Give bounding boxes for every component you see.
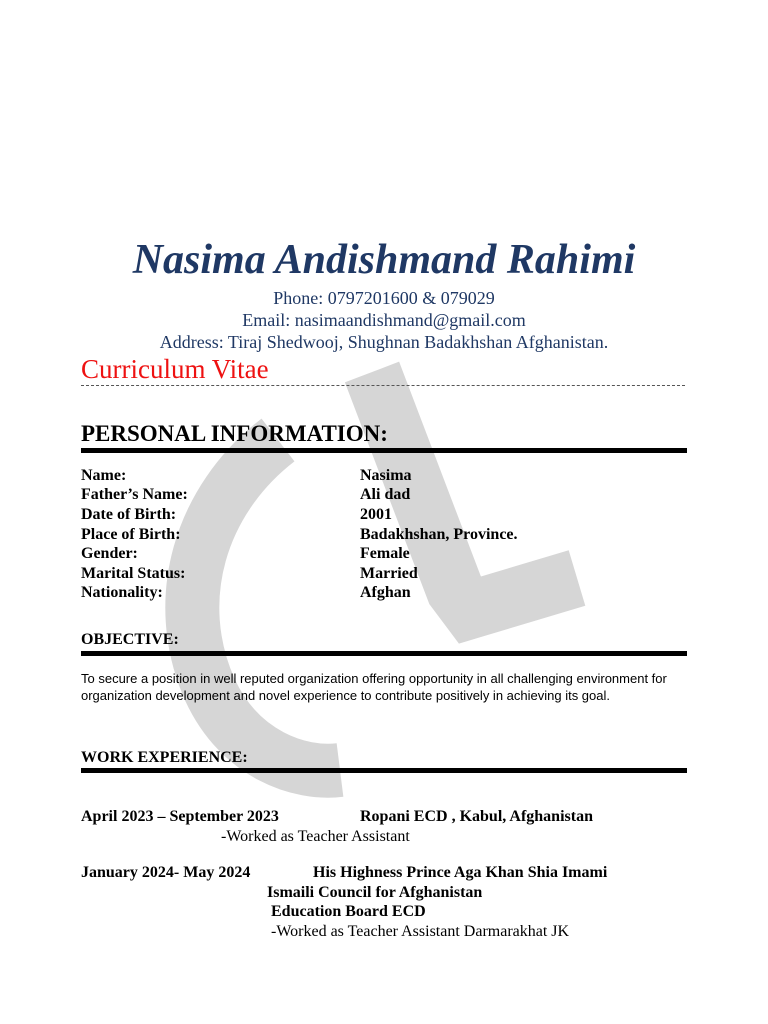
work-experience-rule — [81, 768, 687, 773]
dob-label: Date of Birth: — [81, 506, 177, 523]
job-period: January 2024- May 2024 — [81, 864, 251, 881]
marital-status-value: Married — [360, 565, 418, 582]
objective-text: To secure a position in well reputed organization offering opportunity in all challenging environment for organization development and novel experience to contribute positively in achieving its goal. — [81, 671, 667, 703]
personal-info-rule — [81, 448, 687, 453]
title-divider — [81, 385, 685, 386]
father-name-label: Father’s Name: — [81, 486, 188, 503]
job-organization-line2: Ismaili Council for Afghanistan — [267, 884, 483, 901]
objective-heading: OBJECTIVE: — [81, 631, 179, 648]
watermark-letter-c — [192, 440, 340, 771]
name-value: Nasima — [360, 467, 412, 484]
work-experience-heading: WORK EXPERIENCE: — [81, 749, 248, 766]
dob-value: 2001 — [360, 506, 392, 523]
job-role: -Worked as Teacher Assistant — [221, 828, 410, 845]
gender-label: Gender: — [81, 545, 138, 562]
gender-value: Female — [360, 545, 410, 562]
person-name: Nasima Andishmand Rahimi — [132, 237, 636, 283]
phone-line: Phone: 0797201600 & 079029 — [273, 288, 495, 308]
address-line: Address: Tiraj Shedwooj, Shughnan Badakhshan Afghanistan. — [159, 332, 609, 352]
nationality-value: Afghan — [360, 584, 411, 601]
job-organization-line1: His Highness Prince Aga Khan Shia Imami — [313, 864, 608, 881]
job-period: April 2023 – September 2023 — [81, 808, 279, 825]
birthplace-value: Badakhshan, Province. — [360, 526, 518, 543]
job-organization-line3: Education Board ECD — [271, 903, 426, 920]
job-role: -Worked as Teacher Assistant Darmarakhat JK — [271, 923, 570, 940]
cv-title: Curriculum Vitae — [81, 354, 269, 384]
objective-rule — [81, 651, 687, 656]
personal-info-heading: PERSONAL INFORMATION: — [81, 421, 388, 446]
father-name-value: Ali dad — [360, 486, 411, 503]
email-line: Email: nasimaandishmand@gmail.com — [242, 310, 526, 330]
name-label: Name: — [81, 467, 127, 484]
job-organization: Ropani ECD , Kabul, Afghanistan — [360, 808, 593, 825]
nationality-label: Nationality: — [81, 584, 163, 601]
birthplace-label: Place of Birth: — [81, 526, 181, 543]
marital-status-label: Marital Status: — [81, 565, 186, 582]
